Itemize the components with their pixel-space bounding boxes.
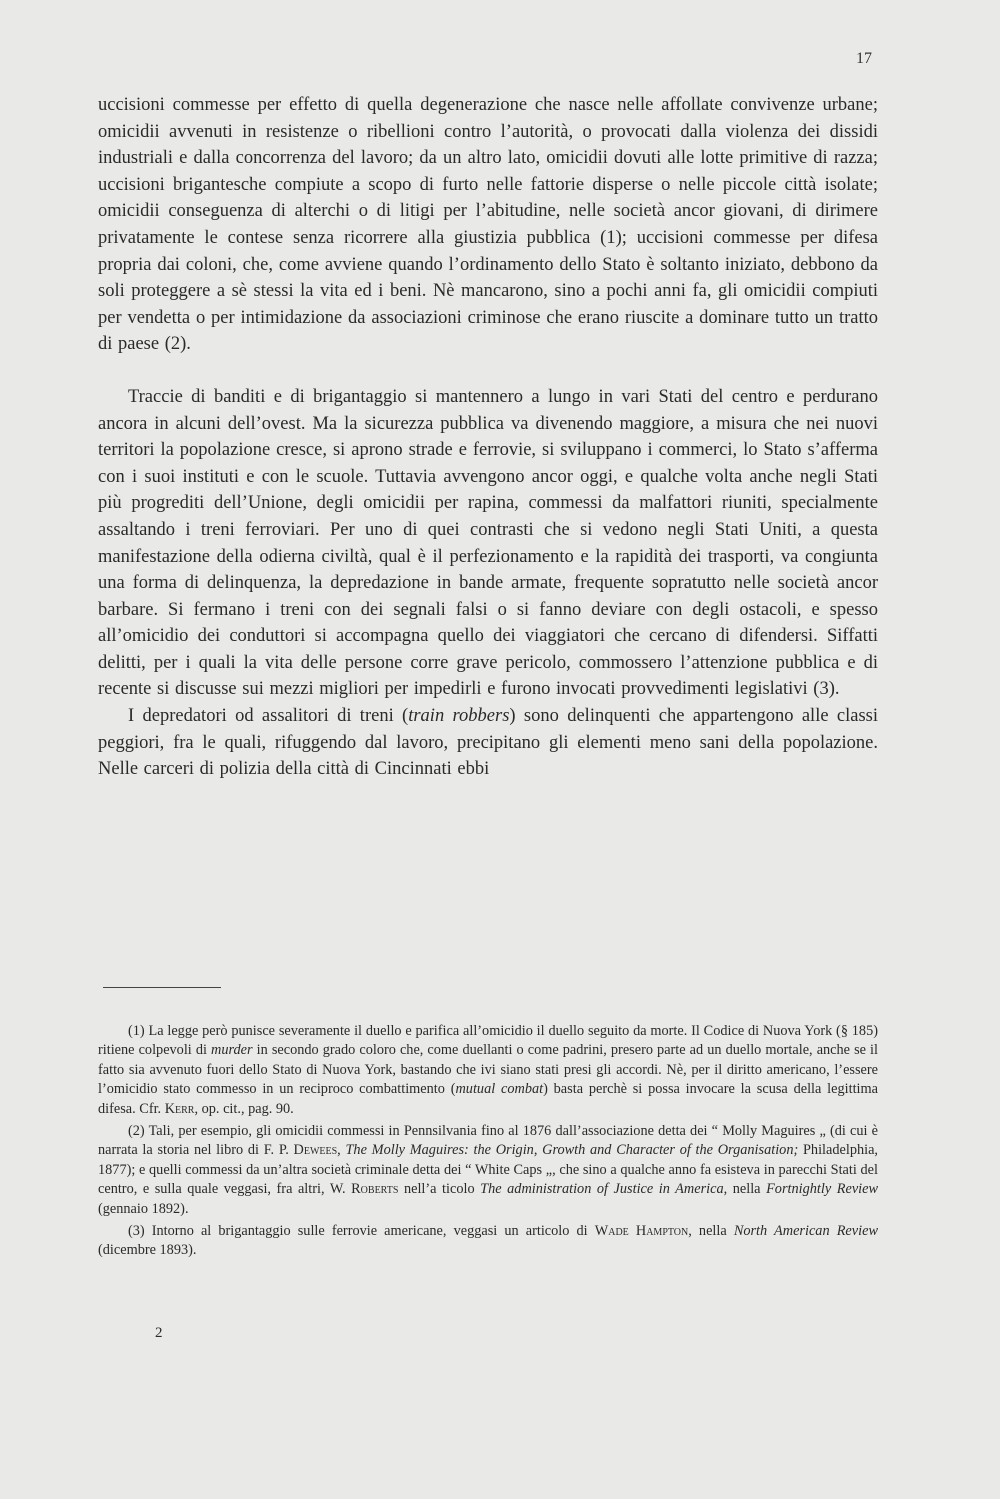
fn2-text-a: (2) Tali, per esempio, gli omicidii commessi in Pennsilvania fino al 1876 dall’associazione detta dei “ Molly Maguires „ (di cui è narrata la storia nel libro di F. P.: [98, 1123, 878, 1159]
fn3-text-e: (dicembre 1893).: [98, 1242, 197, 1259]
main-text: [98, 92, 878, 783]
fn2-journal: Fortnightly Review: [766, 1181, 879, 1198]
signature-mark: 2: [155, 1325, 163, 1341]
fn1-text-e: ) basta perchè si possa invocare la scusa della legittima difesa. Cfr.: [98, 1081, 878, 1117]
fn2-text-c: ,: [337, 1142, 346, 1159]
paragraph-3-text-b: ) sono delinquenti che appartengono alle classi peggiori, fra le quali, rifuggendo dal lavoro, precipitano gli elementi meno sani della popolazione. Nelle carceri di polizia della città di Cincinnati ebbi: [98, 706, 878, 780]
footnote-3: [98, 1222, 878, 1261]
fn2-text-i: , nella: [723, 1181, 767, 1198]
footnote-2: [98, 1122, 878, 1219]
fn2-author-dewees: Dewees: [293, 1142, 338, 1159]
fn2-article-title: The administration of Justice in America: [480, 1181, 724, 1198]
fn2-author-roberts: Roberts: [351, 1181, 399, 1198]
fn1-text-a: (1) La legge però punisce severamente il duello e parifica all’omicidio il duello seguito da morte. Il Codice di Nuova York (§ 185) ritiene colpevoli di: [98, 1023, 878, 1059]
fn1-mutual-combat: mutual combat: [455, 1081, 544, 1098]
fn1-text-c: in secondo grado coloro che, come duellanti o come padrini, presero parte ad un duello mortale, anche se il fatto sia avvenuto fuori dello Stato di Nuova York, bastando che ivi siano stati presi gli accordi. Nè, per il diritto americano, l’essere l’omicidio stato commesso in un reciproco combattimento (: [98, 1042, 879, 1098]
fn2-text-e: Philadelphia, 1877); e quelli commessi da un’altra società criminale detta dei “ White Caps „, che sino a qualche anno fa esisteva in parecchi Stati del centro, e sulla quale veggasi, fra altri, W.: [98, 1142, 879, 1198]
footnote-1: [98, 1022, 878, 1119]
fn3-journal: North American Review: [733, 1223, 878, 1240]
paragraph-2: Traccie di banditi e di brigantaggio si mantennero a lungo in vari Stati del centro e perdurano ancora in alcuni dell’ovest. Ma la sicurezza pubblica va divenendo maggiore, a misura che nei nuovi territori la popolazione cresce, si aprono strade e ferrovie, si sviluppano i commerci, lo Stato s’afferma con i suoi instituti e con le scuole. Tuttavia avvengono ancor oggi, e qualche volta anche negli Stati più progrediti dell’Unione, degli omicidii per rapina, commessi da malfattori riuniti, specialmente assaltando i treni ferroviari. Per uno di quei contrasti che si vedono negli Stati Uniti, a questa manifestazione della odierna civiltà, qual è il perfezionamento e la rapidità dei trasporti, va congiunta una forma di delinquenza, la depredazione in bande armate, frequente sopratutto nelle società ancor barbare. Si fermano i treni con dei segnali falsi o si fanno deviare con degli ostacoli, e spesso all’omicidio dei conduttori si accompagna quello dei viaggiatori che cercano di difendersi. Siffatti delitti, per i quali la vita delle persone corre grave pericolo, commossero l’attenzione pubblica e di recente si discusse sui mezzi migliori per impedirli e furono invocati provvedimenti legislativi (3).: [98, 386, 878, 700]
fn3-author-hampton: Wade Hampton: [594, 1223, 689, 1240]
fn2-text-g: nell’a ticolo: [398, 1181, 481, 1198]
paragraph-3: [98, 703, 878, 783]
train-robbers-term: train robbers: [408, 706, 510, 727]
fn1-author-kerr: Kerr: [164, 1100, 195, 1117]
fn1-murder: murder: [211, 1042, 253, 1059]
fn1-text-g: , op. cit., pag. 90.: [194, 1100, 294, 1117]
fn2-book-title: The Molly Maguires: the Origin, Growth and Character of the Organisation;: [345, 1142, 799, 1159]
fn2-text-k: (gennaio 1892).: [98, 1200, 189, 1217]
page-number: 17: [856, 50, 872, 67]
footnote-divider: [103, 987, 221, 988]
paragraph-1: uccisioni commesse per effetto di quella degenerazione che nasce nelle affollate convivenze urbane; omicidii avvenuti in resistenze o ribellioni contro l’autorità, o provocati dalla violenza dei dissidi industriali e dalla concorrenza del lavoro; da un altro lato, omicidii dovuti alle lotte primitive di razza; uccisioni brigantesche compiute a scopo di furto nelle fattorie disperse o nelle piccole città isolate; omicidii conseguenza di alterchi o di litigi per l’abitudine, nelle società ancor giovani, di dirimere privatamente le contese senza ricorrere alla giustizia pubblica (1); uccisioni commesse per difesa propria dai coloni, che, come avviene quando l’ordinamento dello Stato è soltanto iniziato, debbono da soli proteggere a sè stessi la vita ed i beni. Nè mancarono, sino a pochi anni fa, gli omicidii compiuti per vendetta o per intimidazione da associazioni criminose che erano riuscite a dominare tutto un tratto di paese (2).: [98, 95, 878, 355]
fn3-text-a: (3) Intorno al brigantaggio sulle ferrovie americane, veggasi un articolo di: [128, 1223, 595, 1240]
paragraph-3-text-a: I depredatori od assalitori di treni (: [128, 706, 409, 727]
footnotes: [98, 1022, 878, 1261]
fn3-text-c: , nella: [688, 1223, 734, 1240]
